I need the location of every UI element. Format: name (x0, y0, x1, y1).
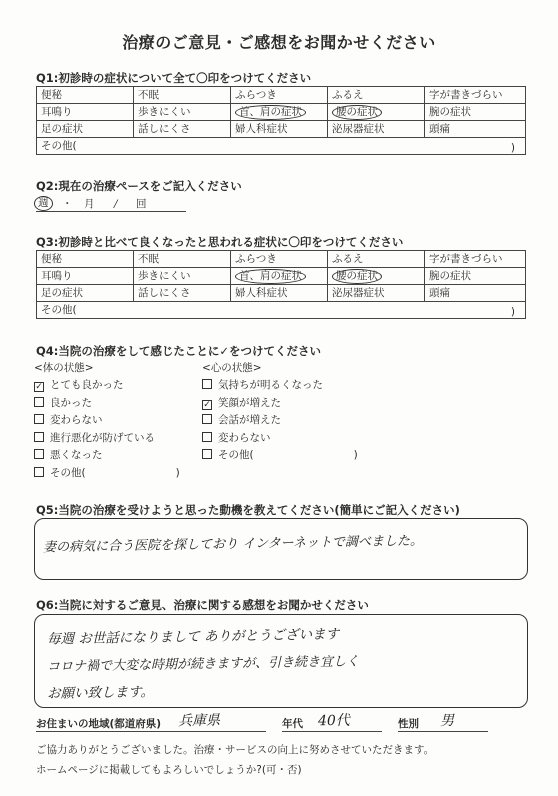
q6-heading: Q6:当院に対するご意見、治療に関する感想をお聞かせください (36, 598, 369, 612)
q3-cell[interactable]: 便秘 (37, 251, 134, 268)
option-label: 会話が増えた (218, 414, 281, 426)
checkbox-icon[interactable] (202, 379, 212, 389)
checkbox-icon[interactable] (34, 467, 44, 477)
q1-cell[interactable]: 頭痛 (425, 121, 526, 138)
q3-lower-back-circled: 腰の症状 (332, 269, 382, 284)
q1-cell[interactable]: 話しにくさ (134, 121, 231, 138)
table-row (37, 121, 526, 138)
q1-cell[interactable]: 婦人科症状 (231, 121, 328, 138)
q3-cell[interactable]: 話しにくさ (134, 285, 231, 302)
table-row (37, 87, 526, 104)
region-value: 兵庫県 (177, 712, 221, 730)
publish-consent: ホームページに掲載してもよろしいでしょうか?(可・否) (36, 764, 302, 776)
q3-improvement-table (36, 250, 526, 319)
q5-handwritten-answer: 妻の病気に合う医院を探しており インターネットで調べました。 (42, 533, 424, 556)
q4-mind-other-close: ) (353, 449, 358, 461)
q2-underline (36, 211, 186, 212)
q6-handwritten-line: 毎週 お世話になりまして ありがとうございます (46, 626, 340, 648)
q4-heading: Q4:当院の治療をして感じたことに✓をつけてください (36, 344, 322, 358)
q4-body-option[interactable] (34, 430, 180, 448)
q1-cell[interactable]: 不眠 (134, 87, 231, 104)
checkbox-icon[interactable] (34, 414, 44, 424)
option-label: 気持ちが明るくなった (218, 379, 323, 391)
q2-heading: Q2:現在の治療ペースをご記入ください (36, 179, 242, 193)
q5-heading: Q5:当院の治療を受けようと思った動機を教えてください(簡単にご記入ください) (36, 503, 460, 517)
table-row (37, 104, 526, 121)
checkbox-icon[interactable] (34, 382, 44, 392)
q4-body-title: <体の状態> (34, 362, 94, 374)
q6-handwritten-line: コロナ禍で大変な時期が続きますが、引き続き宜しく (46, 654, 360, 675)
option-label: 変わらない (50, 414, 103, 426)
q4-mind-option[interactable] (202, 430, 358, 448)
q4-mind-option[interactable] (202, 377, 358, 395)
q4-body-option[interactable] (34, 377, 180, 395)
q3-cell[interactable]: 泌尿器症状 (328, 285, 425, 302)
q2-handwritten-slash: / (114, 198, 118, 210)
gender-underline (398, 731, 488, 732)
q4-mind-column (202, 360, 358, 465)
q3-other-close: ) (510, 306, 515, 318)
q4-mind-option[interactable] (202, 447, 358, 465)
q3-cell-circled[interactable] (328, 268, 425, 285)
table-row (37, 285, 526, 302)
q3-other-label: その他( (41, 304, 77, 316)
option-label: その他( (218, 449, 254, 461)
table-row (37, 302, 526, 319)
option-label: 悪くなった (50, 449, 103, 461)
table-row (37, 251, 526, 268)
q2-month: 月 (84, 198, 95, 210)
q3-cell[interactable]: 足の症状 (37, 285, 134, 302)
q1-neck-shoulder-circled: 首、肩の症状 (235, 105, 306, 120)
age-value: 40代 (317, 712, 350, 730)
q1-other-field[interactable] (37, 138, 526, 155)
gender-label: 性別 (398, 718, 419, 730)
q1-cell[interactable]: 便秘 (37, 87, 134, 104)
q1-cell[interactable]: 字が書きづらい (425, 87, 526, 104)
q3-cell[interactable]: 不眠 (134, 251, 231, 268)
age-underline (282, 731, 382, 732)
q3-cell-circled[interactable] (231, 268, 328, 285)
q2-week-circled: 週 (34, 196, 53, 211)
q1-cell[interactable]: 歩きにくい (134, 104, 231, 121)
checkbox-icon[interactable] (34, 432, 44, 442)
q1-cell[interactable]: ふらつき (231, 87, 328, 104)
q3-other-field[interactable] (37, 302, 526, 319)
q1-heading: Q1:初診時の症状について全て〇印をつけてください (36, 71, 312, 85)
q6-answer-box[interactable] (34, 614, 528, 708)
q4-body-option[interactable] (34, 465, 180, 483)
q3-cell[interactable]: ふるえ (328, 251, 425, 268)
option-label: 進行悪化が防げている (50, 431, 155, 444)
q1-cell-circled[interactable] (328, 104, 425, 121)
q1-cell[interactable]: 腕の症状 (425, 104, 526, 121)
q1-other-close: ) (510, 142, 515, 154)
checkbox-icon[interactable] (202, 400, 212, 410)
q3-cell[interactable]: 字が書きづらい (425, 251, 526, 268)
q2-pace-field[interactable] (36, 196, 186, 212)
q4-mind-option[interactable] (202, 395, 358, 413)
q3-cell[interactable]: 腕の症状 (425, 268, 526, 285)
q3-cell[interactable]: ふらつき (231, 251, 328, 268)
table-row (37, 138, 526, 155)
q3-cell[interactable]: 頭痛 (425, 285, 526, 302)
q2-times: 回 (136, 198, 147, 210)
check-mark-icon: ✓ (35, 382, 43, 392)
q4-body-option[interactable] (34, 447, 180, 465)
option-label: 良かった (50, 396, 92, 409)
q3-heading: Q3:初診時と比べて良くなったと思われる症状に〇印をつけてください (36, 235, 404, 249)
age-label: 年代 (282, 718, 303, 730)
q3-cell[interactable]: 歩きにくい (134, 268, 231, 285)
option-label: その他( (50, 466, 86, 479)
region-label: お住まいの地域(都道府県) (36, 718, 162, 730)
checkbox-icon[interactable] (34, 449, 44, 459)
q1-cell-circled[interactable] (231, 104, 328, 121)
q2-separator: ・ (62, 198, 73, 210)
q4-mind-title: <心の状態> (202, 362, 262, 374)
q1-cell[interactable]: 足の症状 (37, 121, 134, 138)
q1-lower-back-circled: 腰の症状 (332, 105, 382, 120)
gender-value: 男 (439, 712, 455, 730)
q4-mind-option[interactable] (202, 412, 358, 430)
q1-cell[interactable]: 泌尿器症状 (328, 121, 425, 138)
q4-body-option[interactable] (34, 395, 180, 413)
table-row (37, 268, 526, 285)
q1-cell[interactable]: 耳鳴り (37, 104, 134, 121)
q1-cell[interactable]: ふるえ (328, 87, 425, 104)
checkbox-icon[interactable] (202, 414, 212, 424)
thanks-note: ご協力ありがとうございました。治療・サービスの向上に努めさせていただきます。 (36, 744, 435, 756)
q4-body-column (34, 360, 180, 482)
form-title: 治療のご意見・ご感想をお聞かせください (122, 33, 436, 52)
checkbox-icon[interactable] (202, 449, 212, 459)
q1-other-label: その他( (41, 140, 77, 152)
q3-cell[interactable]: 耳鳴り (37, 268, 134, 285)
option-label: 笑顔が増えた (218, 396, 281, 409)
region-underline (36, 731, 266, 732)
q4-body-other-close: ) (175, 466, 180, 479)
check-mark-icon: ✓ (203, 399, 211, 410)
q4-body-option[interactable] (34, 412, 180, 430)
q3-neck-shoulder-circled: 首、肩の症状 (235, 269, 306, 284)
option-label: とても良かった (50, 379, 124, 391)
q5-answer-box[interactable] (34, 518, 528, 580)
q6-handwritten-line: お願い致します。 (46, 684, 155, 702)
checkbox-icon[interactable] (34, 397, 44, 407)
q1-symptom-table (36, 86, 526, 155)
option-label: 変わらない (218, 431, 271, 444)
q3-cell[interactable]: 婦人科症状 (231, 285, 328, 302)
checkbox-icon[interactable] (202, 432, 212, 442)
